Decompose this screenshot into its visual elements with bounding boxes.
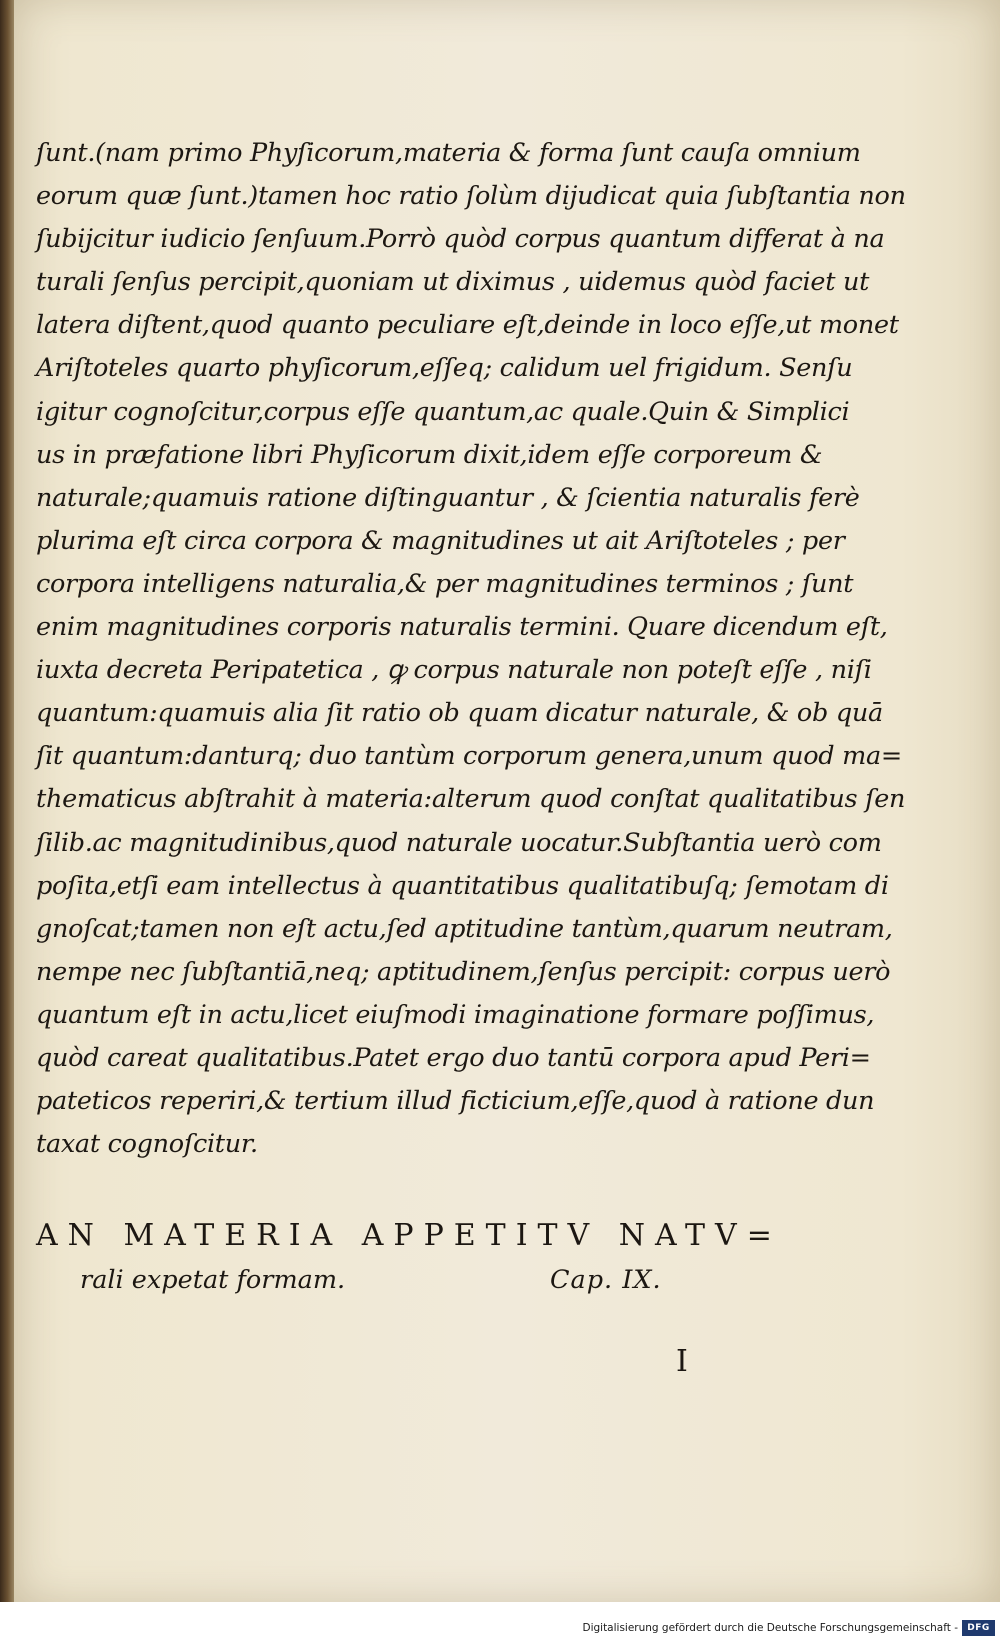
page-body-text	[36, 132, 906, 1166]
text-line: quòd careat qualitatibus.Patet ergo duo tantū corpora apud Peri=	[36, 1042, 871, 1073]
digitization-credit: Digitalisierung gefördert durch die Deutsche Forschungsgemeinschaft -	[582, 1622, 958, 1634]
text-line: corpora intelligens naturalia,& per magnitudines terminos ; ſunt	[36, 568, 854, 599]
text-line: naturale;quamuis ratione diſtinguantur , & ſcientia naturalis ferè	[36, 482, 860, 513]
text-line: us in præfatione libri Phyſicorum dixit,idem eſſe corporeum &	[36, 439, 823, 470]
text-line: poſita,etſi eam intellectus à quantitatibus qualitatibuſq; ſemotam di	[36, 870, 889, 901]
text-line: taxat cognoſcitur.	[36, 1129, 258, 1160]
text-line: iuxta decreta Peripatetica , ꝙ corpus naturale non poteſt eſſe , niſi	[36, 655, 872, 686]
text-line: quantum:quamuis alia ſit ratio ob quam dicatur naturale, & ob quā	[36, 698, 883, 729]
chapter-subheading-row	[80, 1265, 800, 1310]
text-line: ſilib.ac magnitudinibus,quod naturale uocatur.Subſtantia uerò com	[36, 827, 882, 858]
text-line: nempe nec ſubſtantiā,neq; aptitudinem,ſenſus percipit: corpus uerò	[36, 956, 891, 987]
text-line: latera diſtent,quod quanto peculiare eſt,deinde in loco eſſe,ut monet	[36, 310, 899, 341]
catchword: I	[676, 1344, 688, 1379]
text-line: eorum quæ ſunt.)tamen hoc ratio ſolùm dijudicat quia ſubſtantia non	[36, 181, 906, 212]
chapter-subheading: rali expetat formam.	[80, 1265, 346, 1295]
book-spine-edge	[0, 0, 14, 1602]
text-line: thematicus abſtrahit à materia:alterum quod conſtat qualitatibus ſen	[36, 784, 906, 815]
text-line: plurima eſt circa corpora & magnitudines ut ait Ariſtoteles ; per	[36, 525, 845, 556]
text-line: Ariſtoteles quarto phyſicorum,eſſeq; calidum uel frigidum. Senſu	[36, 353, 853, 384]
text-line: quantum eſt in actu,licet eiuſmodi imaginatione formare poſſimus,	[36, 999, 875, 1030]
text-line: gnoſcat;tamen non eſt actu,ſed aptitudine tantùm,quarum neutram,	[36, 913, 893, 944]
text-line: turali ſenſus percipit,quoniam ut diximus , uidemus quòd faciet ut	[36, 267, 870, 298]
dfg-logo: DFG	[962, 1620, 995, 1636]
text-line: ſunt.(nam primo Phyſicorum,materia & forma ſunt cauſa omnium	[36, 138, 861, 168]
chapter-heading: AN MATERIA APPETITV NATV=	[36, 1218, 782, 1253]
text-line: ſubijcitur iudicio ſenſuum.Porrò quòd corpus quantum differat à na	[36, 224, 885, 255]
text-line: pateticos reperiri,& tertium illud ficticium,eſſe,quod à ratione dun	[36, 1086, 875, 1117]
text-line: enim magnitudines corporis naturalis termini. Quare dicendum eſt,	[36, 612, 888, 643]
text-line: igitur cognoſcitur,corpus eſſe quantum,ac quale.Quin & Simplici	[36, 396, 850, 427]
text-line: ſit quantum:danturq; duo tantùm corporum genera,unum quod ma=	[36, 741, 902, 772]
chapter-number: Cap. IX.	[550, 1265, 662, 1295]
